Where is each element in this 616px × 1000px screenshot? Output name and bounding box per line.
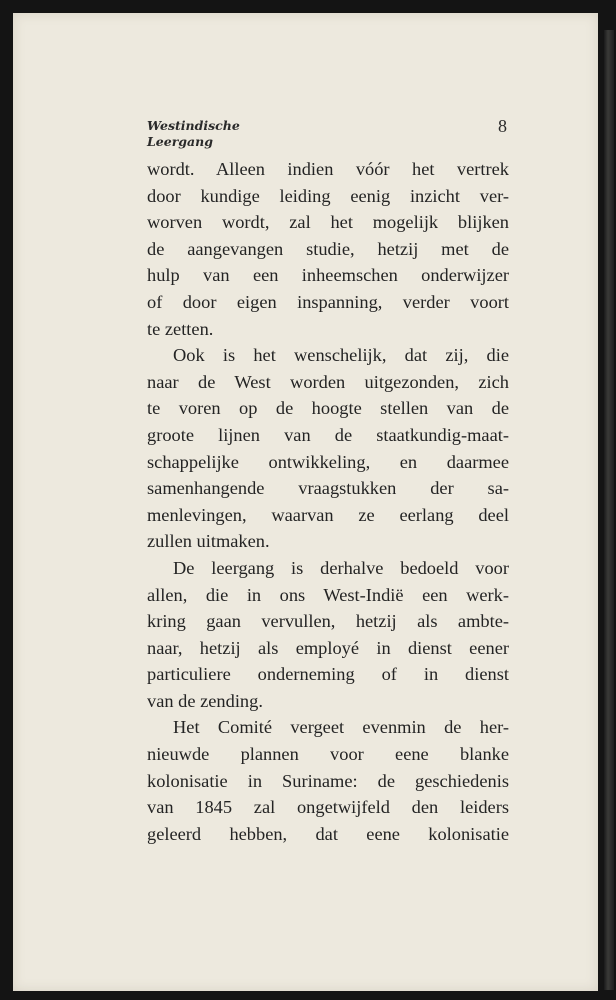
- body-text: [147, 156, 509, 847]
- text-line: Het Comité vergeet evenmin de her-: [173, 717, 509, 738]
- text-line: naar de West worden uitgezonden, zich: [147, 371, 509, 392]
- page-number: 8: [498, 116, 507, 136]
- text-line: te zetten.: [147, 318, 214, 339]
- text-line: Ook is het wenschelijk, dat zij, die: [173, 345, 509, 366]
- text-line: door kundige leiding eenig inzicht ver-: [147, 185, 509, 206]
- text-line: geleerd hebben, dat eene kolonisatie: [147, 823, 509, 844]
- running-head-line-1: Westindische: [147, 118, 240, 133]
- text-line: kolonisatie in Suriname: de geschiedenis: [147, 770, 509, 791]
- text-line: naar, hetzij als employé in dienst eener: [147, 637, 509, 658]
- page-header: [147, 118, 507, 158]
- text-line: groote lijnen van de staatkundig-maat-: [147, 424, 509, 445]
- text-line: worven wordt, zal het mogelijk blijken: [147, 212, 509, 233]
- text-line: particuliere onderneming of in dienst: [147, 664, 509, 685]
- text-line: hulp van een inheemschen onderwijzer: [147, 265, 509, 286]
- text-line: wordt. Alleen indien vóór het vertrek: [147, 159, 509, 179]
- text-line: De leergang is derhalve bedoeld voor: [173, 557, 509, 578]
- text-line: of door eigen inspanning, verder voort: [147, 291, 509, 312]
- text-line: te voren op de hoogte stellen van de: [147, 398, 509, 419]
- text-line: samenhangende vraagstukken der sa-: [147, 478, 509, 499]
- text-line: zullen uitmaken.: [147, 531, 270, 552]
- text-line: allen, die in ons West-Indië een werk-: [147, 584, 509, 605]
- running-head-line-2: Leergang: [147, 134, 213, 149]
- text-line: de aangevangen studie, hetzij met de: [147, 238, 509, 259]
- text-line: kring gaan vervullen, hetzij als ambte-: [147, 611, 509, 632]
- text-line: schappelijke ontwikkeling, en daarmee: [147, 451, 509, 472]
- page-edge: [604, 30, 614, 990]
- text-line: nieuwde plannen voor eene blanke: [147, 744, 509, 765]
- text-line: menlevingen, waarvan ze eerlang deel: [147, 504, 509, 525]
- text-line: van de zending.: [147, 690, 263, 711]
- text-line: van 1845 zal ongetwijfeld den leiders: [147, 797, 509, 818]
- running-head: [147, 118, 240, 150]
